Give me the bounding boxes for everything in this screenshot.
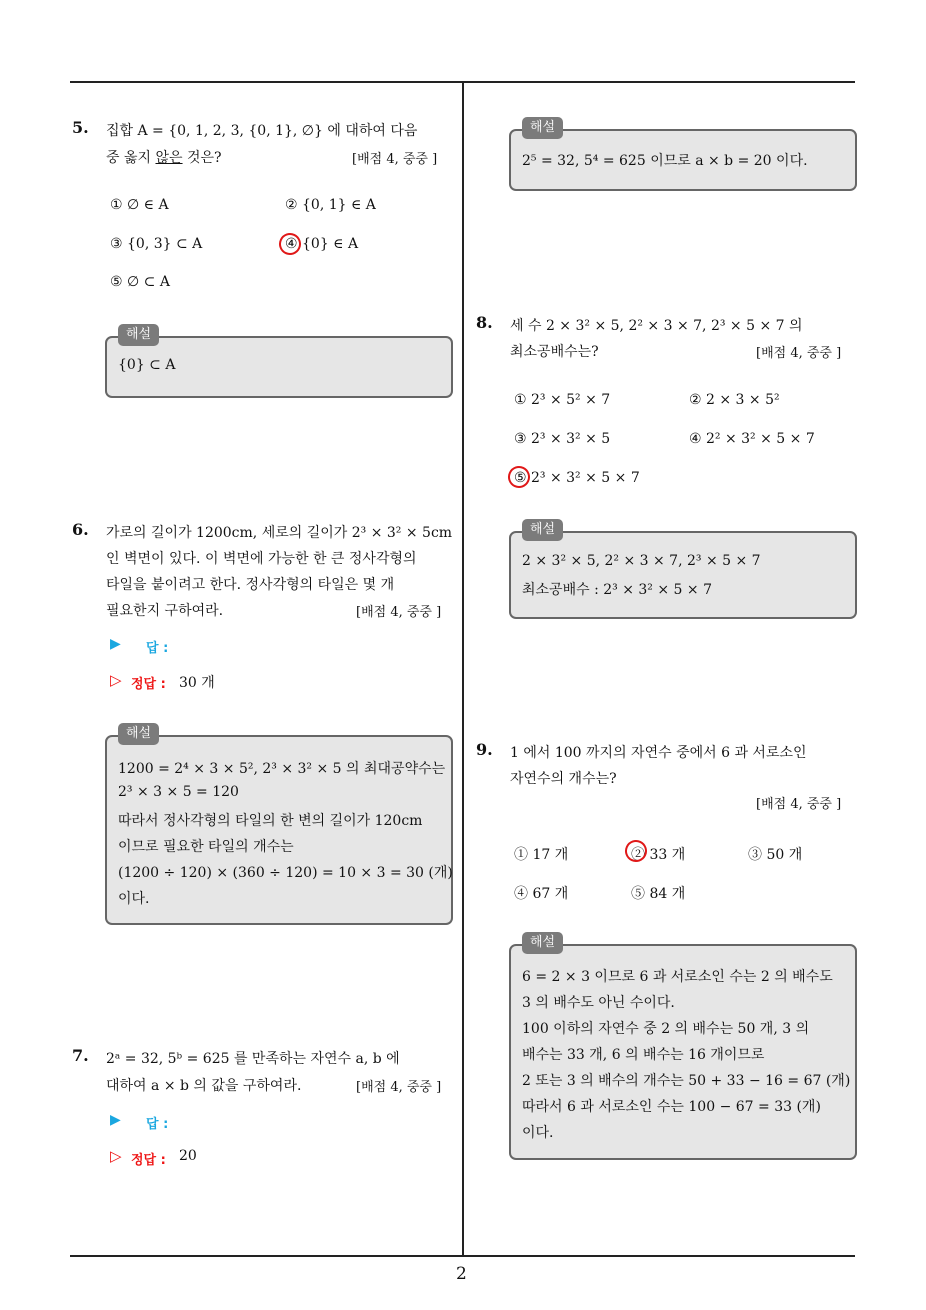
question-8-explanation-line-1: 2 × 3² × 5, 2² × 3 × 7, 2³ × 5 × 7 <box>522 553 761 569</box>
question-6-line-4: 필요한지 구하여라. <box>106 603 224 619</box>
question-6-explanation-line-5: (1200 ÷ 120) × (360 ÷ 120) = 10 × 3 = 30 (개) <box>118 865 453 881</box>
question-8-choice-4[interactable]: ④ 2² × 3² × 5 × 7 <box>689 431 815 447</box>
question-8-number: 8. <box>476 313 493 332</box>
question-9-explanation-line-1: 6 = 2 × 3 이므로 6 과 서로소인 수는 2 의 배수도 <box>522 969 833 985</box>
question-9-number: 9. <box>476 740 493 759</box>
question-8-line-1: 세 수 2 × 3² × 5, 2² × 3 × 7, 2³ × 5 × 7 의 <box>510 318 803 334</box>
question-5-line-2 <box>106 147 222 167</box>
question-5-choice-2[interactable]: ② {0, 1} ∈ A <box>285 197 376 213</box>
question-9-explanation-line-4: 배수는 33 개, 6 의 배수는 16 개이므로 <box>522 1047 765 1063</box>
question-9-explanation-line-2: 3 의 배수도 아닌 수이다. <box>522 995 675 1011</box>
question-5-explanation-tag: 해설 <box>118 324 159 346</box>
key-arrow-icon: ▷ <box>110 1147 122 1165</box>
question-9-choice-3[interactable]: ③ 50 개 <box>748 847 803 863</box>
question-7-line-2: 대하여 a × b 의 값을 구하여라. <box>106 1078 302 1094</box>
question-6-explanation-line-2: 2³ × 3 × 5 = 120 <box>118 784 239 800</box>
question-6-key-value: 30 개 <box>179 675 215 691</box>
question-6-key-label: 정답 : <box>131 677 166 692</box>
question-6-score: [배점 4, 중중 ] <box>356 605 442 620</box>
question-9-score: [배점 4, 중중 ] <box>756 797 842 812</box>
question-7-line-1: 2ᵃ = 32, 5ᵇ = 625 를 만족하는 자연수 a, b 에 <box>106 1051 400 1067</box>
question-9-explanation-line-6: 따라서 6 과 서로소인 수는 100 − 67 = 33 (개) <box>522 1099 821 1115</box>
question-8-explanation-box <box>509 531 857 619</box>
question-7-number: 7. <box>72 1046 89 1065</box>
question-6-line-1: 가로의 길이가 1200cm, 세로의 길이가 2³ × 3² × 5cm <box>106 525 453 541</box>
question-9-explanation-tag: 해설 <box>522 932 563 954</box>
question-6-answer-label[interactable]: 답 : <box>146 641 169 656</box>
question-5-answer-circle <box>276 230 304 258</box>
question-8-choice-5[interactable]: ⑤ 2³ × 3² × 5 × 7 <box>514 470 640 486</box>
question-9-choice-1[interactable]: ① 17 개 <box>514 847 569 863</box>
question-5-line-2-post: 것은? <box>182 150 222 166</box>
question-8-explanation-line-2: 최소공배수 : 2³ × 3² × 5 × 7 <box>522 582 712 598</box>
question-9-choice-5[interactable]: ⑤ 84 개 <box>631 886 686 902</box>
question-5-line-2-pre: 중 옳지 <box>106 150 156 166</box>
question-6-explanation-line-1: 1200 = 2⁴ × 3 × 5², 2³ × 3² × 5 의 최대공약수는 <box>118 761 446 777</box>
question-5-underlined: 않은 <box>155 150 183 166</box>
question-6-number: 6. <box>72 520 89 539</box>
question-7-explanation-tag: 해설 <box>522 117 563 139</box>
question-8-choice-1[interactable]: ① 2³ × 5² × 7 <box>514 392 611 408</box>
question-9-line-2: 자연수의 개수는? <box>510 771 617 787</box>
question-5-choice-3[interactable]: ③ {0, 3} ⊂ A <box>110 236 203 252</box>
question-9-choice-4[interactable]: ④ 67 개 <box>514 886 569 902</box>
question-9-explanation-line-7: 이다. <box>522 1125 554 1141</box>
question-5-explanation-line-1: {0} ⊂ A <box>118 357 176 373</box>
question-6-line-3: 타일을 붙이려고 한다. 정사각형의 타일은 몇 개 <box>106 577 395 593</box>
question-6-line-2: 인 벽면이 있다. 이 벽면에 가능한 한 큰 정사각형의 <box>106 551 417 567</box>
question-8-choice-3[interactable]: ③ 2³ × 3² × 5 <box>514 431 611 447</box>
question-7-explanation-line-1: 2⁵ = 32, 5⁴ = 625 이므로 a × b = 20 이다. <box>522 153 808 169</box>
question-5-choice-4[interactable]: ④ {0} ∈ A <box>285 236 359 252</box>
question-9-explanation-line-3: 100 이하의 자연수 중 2 의 배수는 50 개, 3 의 <box>522 1021 810 1037</box>
question-7-answer-label[interactable]: 답 : <box>146 1117 169 1132</box>
question-5-line-1: 집합 A = {0, 1, 2, 3, {0, 1}, ∅} 에 대하여 다음 <box>106 123 418 139</box>
question-6-explanation-line-4: 이므로 필요한 타일의 개수는 <box>118 839 294 855</box>
question-9-explanation-line-5: 2 또는 3 의 배수의 개수는 50 + 33 − 16 = 67 (개) <box>522 1073 851 1089</box>
question-6-explanation-line-6: 이다. <box>118 891 150 907</box>
question-5-choice-5[interactable]: ⑤ ∅ ⊂ A <box>110 274 170 290</box>
page-number: 2 <box>456 1264 467 1284</box>
question-8-line-2: 최소공배수는? <box>510 344 599 360</box>
question-8-explanation-tag: 해설 <box>522 519 563 541</box>
question-7-key-value: 20 <box>179 1148 197 1164</box>
bottom-rule <box>70 1255 855 1257</box>
question-9-choice-2[interactable]: ② 33 개 <box>631 847 686 863</box>
question-8-score: [배점 4, 중중 ] <box>756 346 842 361</box>
question-6-explanation-tag: 해설 <box>118 723 159 745</box>
question-6-explanation-line-3: 따라서 정사각형의 타일의 한 변의 길이가 120cm <box>118 813 423 829</box>
question-7-key-label: 정답 : <box>131 1153 166 1168</box>
question-5-score: [배점 4, 중중 ] <box>352 152 438 167</box>
question-7-score: [배점 4, 중중 ] <box>356 1080 442 1095</box>
answer-arrow-icon: ▶ <box>110 1112 121 1128</box>
key-arrow-icon: ▷ <box>110 671 122 689</box>
column-divider <box>462 81 464 1257</box>
question-9-line-1: 1 에서 100 까지의 자연수 중에서 6 과 서로소인 <box>510 745 807 761</box>
answer-arrow-icon: ▶ <box>110 636 121 652</box>
question-5-number: 5. <box>72 118 89 137</box>
question-8-choice-2[interactable]: ② 2 × 3 × 5² <box>689 392 780 408</box>
question-5-choice-1[interactable]: ① ∅ ∈ A <box>110 197 169 213</box>
question-8-answer-circle <box>505 463 533 491</box>
